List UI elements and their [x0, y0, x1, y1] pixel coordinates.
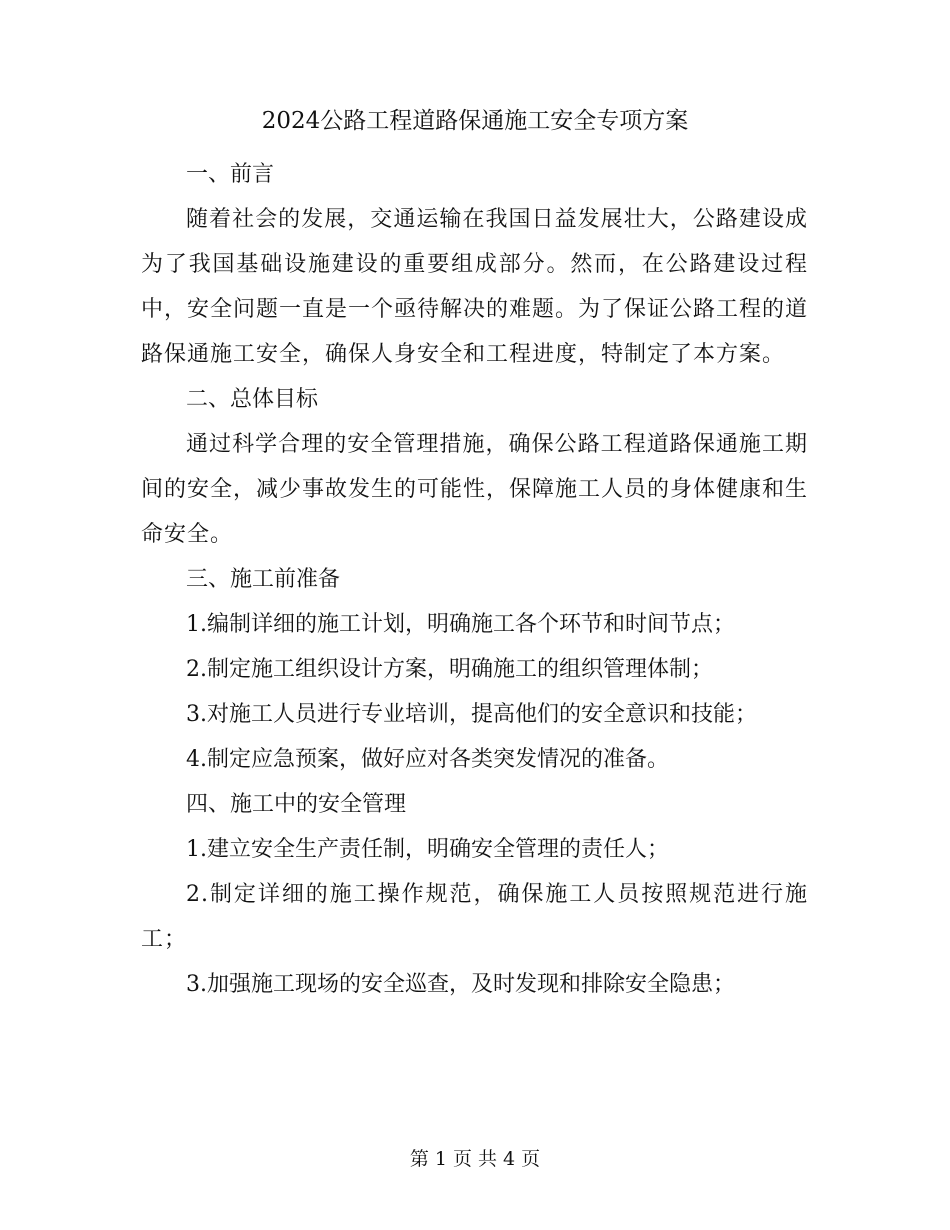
section-heading-safety-management: 四、施工中的安全管理 — [186, 792, 407, 817]
preface-paragraph: 随着社会的发展，交通运输在我国日益发展壮大，公路建设成为了我国基础设施建设的重要组成部分。然而，在公路建设过程中，安全问题一直是一个亟待解决的难题。为了保证公路工程的道路保通施工安全，确保人身安全和工程进度，特制定了本方案。 — [141, 207, 809, 367]
section-heading-overall-goal: 二、总体目标 — [186, 387, 319, 412]
safety-item-3: 3.加强施工现场的安全巡查，及时发现和排除安全隐患； — [186, 972, 735, 997]
document-body — [141, 152, 808, 1007]
preparation-item-1: 1.编制详细的施工计划，明确施工各个环节和时间节点； — [186, 612, 735, 637]
safety-item-1: 1.建立安全生产责任制，明确安全管理的责任人； — [186, 837, 669, 862]
page-number-footer: 第 1 页 共 4 页 — [409, 1148, 541, 1170]
preparation-item-2: 2.制定施工组织设计方案，明确施工的组织管理体制； — [186, 657, 713, 682]
document-title: 2024公路工程道路保通施工安全专项方案 — [261, 108, 689, 134]
preparation-item-4: 4.制定应急预案，做好应对各类突发情况的准备。 — [186, 747, 669, 772]
safety-item-2: 2.制定详细的施工操作规范，确保施工人员按照规范进行施工； — [141, 882, 808, 952]
section-heading-preface: 一、前言 — [186, 162, 275, 187]
overall-goal-paragraph: 通过科学合理的安全管理措施，确保公路工程道路保通施工期间的安全，减少事故发生的可能性，保障施工人员的身体健康和生命安全。 — [141, 432, 809, 547]
section-heading-preparation: 三、施工前准备 — [186, 567, 341, 592]
preparation-item-3: 3.对施工人员进行专业培训，提高他们的安全意识和技能； — [186, 702, 757, 727]
